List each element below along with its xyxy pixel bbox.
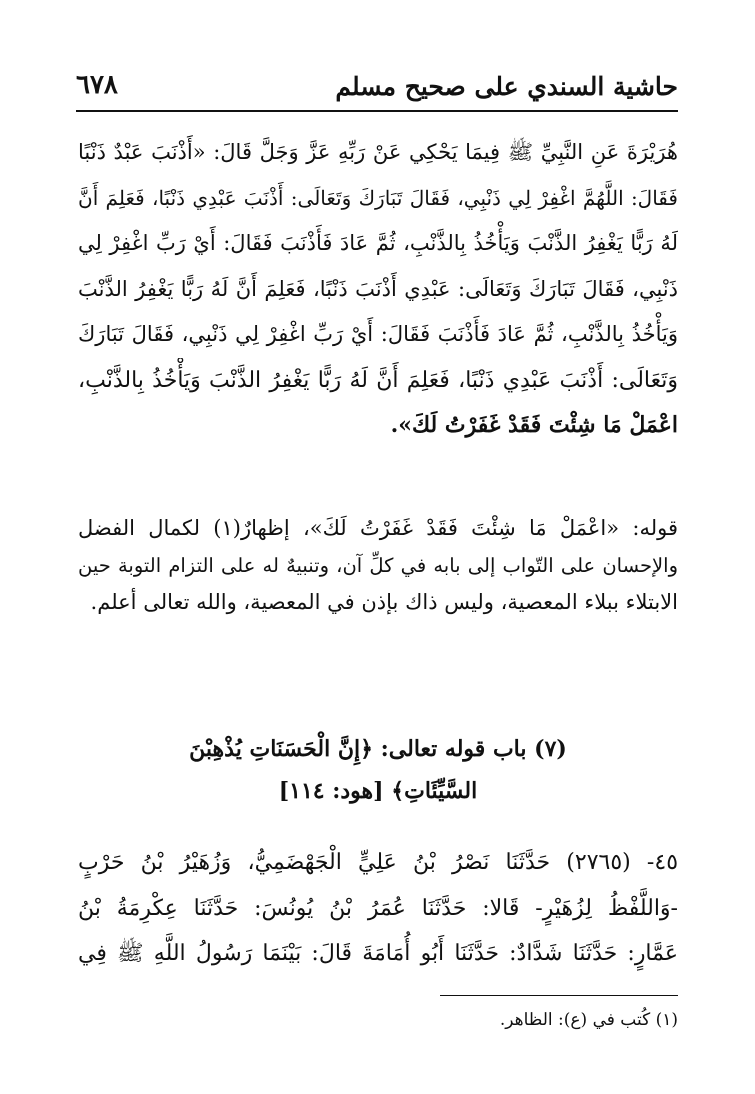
hadith-line: لَهُ رَبًّا يَغْفِرُ الذَّنْبَ وَيَأْخُذُ بِالذَّنْبِ، ثُمَّ عَادَ فَأَذْنَبَ فَقَالَ: أَيْ رَبِّ اغْفِرْ لِي [78,231,678,255]
commentary-line: قوله: «اعْمَلْ مَا شِئْتَ فَقَدْ غَفَرْتُ لَكَ»، إظهارٌ(١) لكمال الفضل [78,516,678,540]
narration-text [78,840,678,977]
narration-line: -وَاللَّفْظُ لِزُهَيْرٍ- قَالا: حَدَّثَنَا عُمَرُ بْنُ يُونُسَ: حَدَّثَنَا عِكْرِمَةُ بْنُ [78,895,678,921]
hadith-line: اعْمَلْ مَا شِئْتَ فَقَدْ غَفَرْتُ لَكَ». [390,412,678,438]
page-header [76,62,678,112]
commentary-text [78,510,678,621]
hadith-line: هُرَيْرَةَ عَنِ النَّبِيِّ ﷺ فِيمَا يَحْكِي عَنْ رَبِّهِ عَزَّ وَجَلَّ قَالَ: «أَذْنَبَ عَبْدٌ ذَنْبًا [78,140,678,164]
commentary-line: الابتلاء ببلاء المعصية، وليس ذاك بإذن في المعصية، والله تعالى أعلم. [90,590,678,614]
footnote: (١) كُتب في (ع): الظاهر. [499,1010,678,1030]
hadith-line: ذَنْبِي، فَقَالَ تَبَارَكَ وَتَعَالَى: عَبْدِي أَذْنَبَ ذَنْبًا، فَعَلِمَ أَنَّ لَهُ رَبًّا يَغْفِرُ الذَّنْبَ [78,276,678,301]
chapter-heading-line: (٧) باب قوله تعالى: ﴿إِنَّ الْحَسَنَاتِ يُذْهِبْنَ [189,736,567,762]
footnote-rule [440,995,678,996]
chapter-heading [78,728,678,812]
commentary-line: والإحسان على التّواب إلى بابه في كلِّ آن، وتنبيهٌ له على التزام التوبة حين [78,554,678,577]
hadith-line: وَيَأْخُذُ بِالذَّنْبِ، ثُمَّ عَادَ فَأَذْنَبَ فَقَالَ: أَيْ رَبِّ اغْفِرْ لِي ذَنْبِي، فَقَالَ تَبَارَكَ [78,322,678,346]
page-number: ٦٧٨ [76,70,118,100]
chapter-heading-line: السَّيِّئَاتِ﴾ [هود: ١١٤] [278,778,478,804]
narration-line: عَمَّارٍ: حَدَّثَنَا شَدَّادٌ: حَدَّثَنَا أَبُو أُمَامَةَ قَالَ: بَيْنَمَا رَسُولُ اللَّهِ ﷺ فِي [78,941,678,966]
running-title: حاشية السندي على صحيح مسلم [335,72,678,101]
hadith-text [78,130,678,449]
hadith-line: فَقَالَ: اللَّهُمَّ اغْفِرْ لِي ذَنْبِي، فَقَالَ تَبَارَكَ وَتَعَالَى: أَذْنَبَ عَبْدِي ذَنْبًا، فَعَلِمَ أَنَّ [78,185,678,210]
narration-line: ٤٥- (٢٧٦٥) حَدَّثَنَا نَصْرُ بْنُ عَلِيٍّ الْجَهْضَمِيُّ، وَزُهَيْرُ بْنُ حَرْبٍ [78,850,678,875]
hadith-line: وَتَعَالَى: أَذْنَبَ عَبْدِي ذَنْبًا، فَعَلِمَ أَنَّ لَهُ رَبًّا يَغْفِرُ الذَّنْبَ وَيَأْخُذُ بِالذَّنْبِ، [78,367,678,393]
header-rule [76,110,678,112]
